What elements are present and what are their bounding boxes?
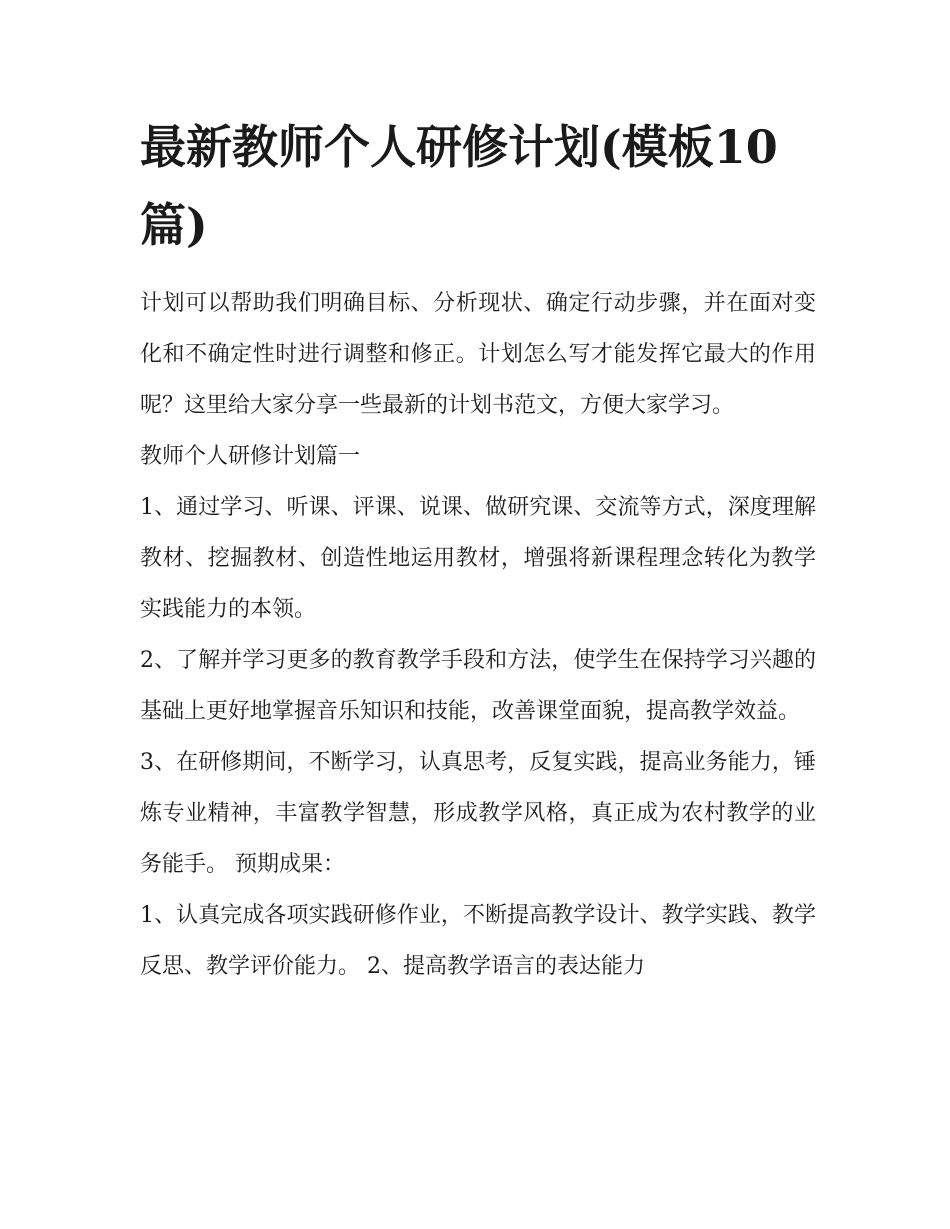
intro-paragraph: 计划可以帮助我们明确目标、分析现状、确定行动步骤，并在面对变化和不确定性时进行调整和修正。计划怎么写才能发挥它最大的作用呢？这里给大家分享一些最新的计划书范文，方便大家学习。 [140, 291, 816, 418]
section-heading: 教师个人研修计划篇一 [140, 444, 361, 469]
list-item: 1、通过学习、听课、评课、说课、做研究课、交流等方式，深度理解教材、挖掘教材、创造性地运用教材，增强将新课程理念转化为教学实践能力的本领。 [140, 495, 816, 622]
document-title: 最新教师个人研修计划(模板10篇) [140, 120, 778, 252]
list-item: 3、在研修期间，不断学习，认真思考，反复实践，提高业务能力，锤炼专业精神，丰富教学智慧，形成教学风格，真正成为农村教学的业务能手。 预期成果： [140, 750, 816, 877]
document-body [140, 108, 816, 992]
list-item: 2、了解并学习更多的教育教学手段和方法，使学生在保持学习兴趣的基础上更好地掌握音乐知识和技能，改善课堂面貌，提高教学效益。 [140, 648, 816, 724]
list-item: 1、认真完成各项实践研修作业，不断提高教学设计、教学实践、教学反思、教学评价能力。 2、提高教学语言的表达能力 [140, 903, 816, 979]
